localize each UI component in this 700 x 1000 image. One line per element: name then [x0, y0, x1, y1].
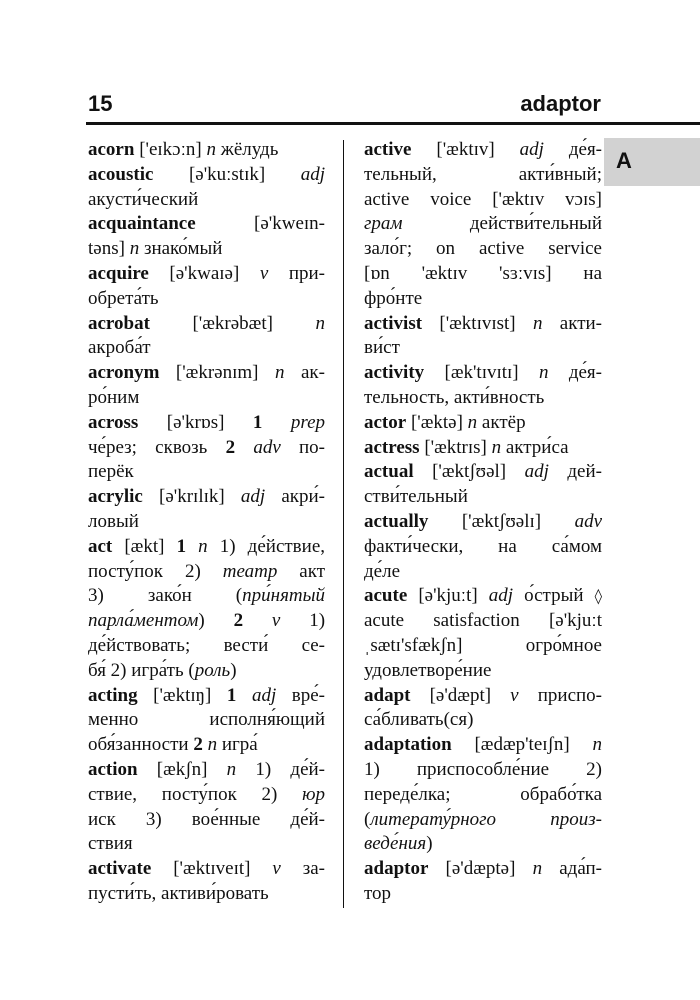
entry-text: актри́са [501, 436, 569, 458]
entry-text: ) [198, 610, 234, 632]
left-column [88, 138, 325, 907]
entry-text: ловый [88, 510, 139, 532]
italic-text: n [275, 362, 285, 384]
entry-actress [364, 436, 602, 461]
italic-text: adj [524, 461, 549, 483]
italic-text: adv [253, 436, 281, 458]
headword: active [364, 139, 412, 160]
entry-text: ['æktɪveɪt] [151, 858, 273, 880]
entry-acronym [88, 361, 325, 411]
italic-text: v [272, 858, 281, 880]
entry-text: ви́ст [364, 337, 400, 359]
entry-text: [ædæp'teɪʃn] [451, 734, 593, 756]
italic-text: при́нятый [242, 585, 325, 607]
headword: actual [364, 461, 414, 483]
entry-line [88, 212, 325, 237]
entry-text: приспо- [518, 684, 602, 706]
entry-line [88, 733, 325, 758]
entry-action [88, 758, 325, 857]
entry-line [364, 758, 602, 783]
entry-line [364, 312, 602, 337]
entry-activate [88, 857, 325, 907]
entry-text [243, 610, 272, 631]
italic-text: adj [519, 139, 544, 160]
entry-text: перёк [88, 461, 134, 483]
entry-text: о́стрый [513, 585, 595, 607]
entry-text: обя́занности [88, 734, 194, 756]
entry-line [88, 758, 325, 783]
headword: acorn [88, 139, 135, 160]
entry-text: ак- [284, 362, 325, 384]
entry-line [364, 783, 602, 808]
italic-text: n [467, 411, 478, 433]
entry-line [88, 386, 325, 411]
entry-text: [æk'tɪvɪtɪ] [424, 362, 539, 384]
entry-text: зало́г; on active service [364, 238, 602, 260]
entry-text: ['æktɪv] [411, 139, 520, 160]
italic-text: парла́ментом [88, 610, 199, 632]
italic-text: грам [364, 213, 403, 235]
headword: action [88, 758, 138, 780]
headword: actress [364, 436, 420, 458]
entry-line [364, 485, 602, 510]
entry-text: [ə'dæptə] [428, 858, 533, 880]
entry-acute [364, 584, 602, 683]
entry-line [364, 336, 602, 361]
headword: act [88, 535, 113, 557]
headword: activity [364, 362, 425, 384]
headword: activist [364, 312, 423, 334]
entry-line [88, 857, 325, 882]
sense-number: 2 [225, 436, 236, 458]
entry-line [88, 659, 325, 684]
entry-text: де́я- [548, 362, 602, 384]
sense-number: 2 [233, 610, 244, 632]
entry-text: дей- [548, 461, 602, 483]
entry-line [364, 560, 602, 585]
entry-line [364, 262, 602, 287]
italic-text: n [491, 436, 502, 458]
entry-line [88, 783, 325, 808]
entry-line [88, 188, 325, 213]
italic-text: n [532, 858, 543, 880]
entry-line [364, 634, 602, 659]
entry-text: ро́ним [88, 386, 140, 408]
headword: acting [88, 684, 138, 706]
entry-line [88, 237, 325, 262]
entry-text [235, 437, 253, 458]
entry-adaptor [364, 857, 602, 907]
entry-text: по- [280, 436, 325, 458]
entry-line [364, 733, 602, 758]
entry-line [88, 287, 325, 312]
entry-text: са́бливать(ся) [364, 709, 474, 731]
entry-text: ) [426, 833, 433, 855]
entry-line [364, 460, 602, 485]
entry-text: действи́тельный [402, 213, 602, 235]
entry-line [88, 312, 325, 337]
entry-text: ствие, посту́пок 2) [88, 783, 303, 805]
entry-text: знако́мый [139, 238, 223, 260]
entry-text: акти- [542, 312, 602, 334]
entry-active [364, 138, 602, 312]
sense-number: 2 [193, 734, 203, 756]
headword: adapt [364, 684, 411, 706]
italic-text: adv [574, 510, 602, 532]
headword: acrylic [88, 486, 143, 508]
page-number: 15 [88, 91, 113, 116]
entry-text: пусти́ть, активи́ровать [88, 882, 269, 904]
entry-text: акри́- [265, 486, 325, 508]
headword: across [88, 411, 139, 433]
entry-line [364, 411, 602, 436]
entry-acquire [88, 262, 325, 312]
entry-text: [ə'krɒs] [138, 411, 253, 433]
entry-acting [88, 684, 325, 758]
headword: actor [364, 411, 407, 433]
entry-text: ствия [88, 833, 133, 855]
italic-text: n [129, 238, 140, 260]
headword: acquaintance [88, 213, 196, 235]
headword: acrobat [88, 312, 150, 334]
entry-line [88, 411, 325, 436]
entry-text: ['æktɪŋ] [137, 684, 227, 706]
entry-line [88, 609, 325, 634]
entry-text [262, 412, 290, 433]
header-rule [86, 122, 700, 125]
entry-acoustic [88, 163, 325, 213]
entry-text: удовлетворе́ние [364, 659, 492, 681]
headword: acute [364, 585, 408, 607]
entry-text: active voice ['æktɪv vɔɪs] [364, 188, 602, 210]
entry-line [364, 163, 602, 188]
italic-text: v [271, 610, 281, 632]
entry-text: акт [277, 560, 325, 582]
entry-text: ) [230, 659, 237, 681]
entry-line [364, 609, 602, 634]
entry-text: тельность, акти́вность [364, 386, 545, 408]
entry-text: де́ле [364, 560, 401, 582]
italic-text: n [315, 312, 325, 334]
entry-text: де́йствовать; вести́ се- [88, 634, 325, 656]
italic-text: литерату́рного произ- [370, 808, 602, 830]
italic-text: v [510, 684, 519, 706]
entry-line [88, 262, 325, 287]
italic-text: роль [194, 659, 231, 681]
italic-text: n [532, 312, 543, 334]
entry-line [364, 510, 602, 535]
entry-line [364, 138, 602, 163]
sense-number: 1 [176, 535, 187, 557]
entry-line [364, 237, 602, 262]
entry-line [364, 808, 602, 833]
entry-text: ['eɪkɔːn] [134, 139, 207, 160]
italic-text: n [226, 758, 237, 780]
headword: acquire [88, 262, 149, 284]
entry-line [364, 832, 602, 857]
italic-text: v [259, 262, 269, 284]
entry-line [88, 808, 325, 833]
entry-activity [364, 361, 602, 411]
right-column [364, 138, 602, 907]
entry-adaptation [364, 733, 602, 857]
entry-text: [ɒn 'æktɪv 'sɜːvɪs] на [364, 262, 602, 284]
entry-actual [364, 460, 602, 510]
italic-text: n [198, 535, 208, 557]
entry-text: де́я- [543, 139, 603, 160]
headword: actually [364, 510, 429, 532]
italic-text: adj [240, 486, 266, 508]
entry-text: че́рез; сквозь [88, 436, 226, 458]
column-divider [343, 140, 344, 908]
entry-text: за- [280, 858, 325, 880]
italic-text: adj [300, 163, 325, 185]
entry-text: переде́лка; обрабо́тка [364, 783, 602, 805]
entry-text: ада́п- [542, 858, 602, 880]
entry-line [364, 708, 602, 733]
entry-actually [364, 510, 602, 584]
headword: activate [88, 858, 152, 880]
entry-text: акусти́ческий [88, 188, 199, 210]
entry-text: ['æktrɪs] [419, 436, 492, 458]
entry-text: 1) приспособле́ние 2) [364, 758, 602, 780]
entry-line [364, 659, 602, 684]
entry-text: ['æktʃʊəl] [413, 461, 525, 483]
entry-acorn [88, 138, 325, 163]
entry-text: 1) [280, 610, 326, 632]
entry-text: 1) де́й- [236, 758, 325, 780]
entry-line [88, 832, 325, 857]
running-head: adaptor [520, 91, 601, 116]
italic-text: n [592, 734, 602, 756]
entry-line [364, 212, 602, 237]
entry-text: вре́- [276, 684, 326, 706]
entry-text: тор [364, 882, 392, 904]
entry-line [88, 485, 325, 510]
entry-text: [ə'kwaɪə] [148, 262, 260, 284]
entry-line [88, 163, 325, 188]
entry-line [364, 436, 602, 461]
italic-text: prep [290, 411, 326, 433]
entry-activist [364, 312, 602, 362]
entry-line [364, 386, 602, 411]
entry-line [88, 882, 325, 907]
italic-text: театр [222, 560, 278, 582]
entry-line [88, 535, 325, 560]
entry-text [186, 536, 198, 557]
entry-line [364, 361, 602, 386]
entry-line [88, 436, 325, 461]
entry-text [236, 685, 252, 706]
entry-text: [ə'krɪlɪk] [142, 486, 241, 508]
entry-text: 3) зако́н ( [88, 585, 243, 607]
entry-text: бя́ 2) игра́ть ( [88, 659, 195, 681]
entry-line [364, 287, 602, 312]
entry-across [88, 411, 325, 485]
headword: adaptation [364, 734, 452, 756]
entry-text: [ə'kuːstɪk] [153, 163, 301, 185]
entry-text: иск 3) вое́нные де́й- [88, 808, 325, 830]
entry-text: актёр [477, 411, 526, 433]
entry-text: фро́нте [364, 287, 423, 309]
entry-line [88, 684, 325, 709]
entry-actor [364, 411, 602, 436]
entry-text: жёлудь [215, 139, 279, 160]
entry-line [88, 634, 325, 659]
letter-tab-label: A [616, 148, 632, 173]
entry-text: [ə'kjuːt] [407, 585, 489, 607]
entry-text: посту́пок 2) [88, 560, 223, 582]
entry-text: ['ækrənɪm] [159, 362, 275, 384]
italic-text: n [206, 139, 216, 160]
entry-line [88, 584, 325, 609]
entry-line [88, 510, 325, 535]
italic-text: n [538, 362, 549, 384]
entry-line [364, 188, 602, 213]
entry-line [88, 460, 325, 485]
entry-text: acute satisfaction [ə'kjuːt [364, 610, 602, 632]
entry-text: [ækt] [112, 535, 177, 557]
entry-text: тельный, акти́вный; [364, 163, 602, 185]
entry-text: ['ækrəbæt] [149, 312, 316, 334]
entry-text: təns] [88, 238, 130, 260]
italic-text: n [207, 734, 218, 756]
entry-text: обрета́ть [88, 287, 159, 309]
entry-act [88, 535, 325, 684]
entry-text: стви́тельный [364, 486, 468, 508]
entry-text: ['æktə] [406, 411, 468, 433]
entry-line [88, 138, 325, 163]
entry-line [364, 584, 602, 609]
headword: acronym [88, 362, 160, 384]
entry-acquaintance [88, 212, 325, 262]
entry-adapt [364, 684, 602, 734]
entry-text: факти́чески, на са́мом [364, 535, 602, 557]
entry-text: игра́ [217, 734, 258, 756]
headword: acoustic [88, 163, 154, 185]
entry-line [88, 336, 325, 361]
entry-text: ˌsætɪ'sfækʃn] огро́мное [364, 634, 602, 656]
entry-text: 1) де́йствие, [207, 535, 325, 557]
entry-text: при- [268, 262, 325, 284]
italic-text: юр [302, 783, 325, 805]
entry-line [88, 361, 325, 386]
entry-line [88, 708, 325, 733]
entry-acrylic [88, 485, 325, 535]
entry-text: акроба́т [88, 337, 151, 359]
entry-line [364, 535, 602, 560]
entry-line [364, 882, 602, 907]
entry-text: ['æktʃʊəlɪ] [428, 510, 575, 532]
entry-line [88, 560, 325, 585]
entry-text: ◊ [594, 587, 602, 606]
entry-text: ['æktɪvɪst] [422, 312, 533, 334]
entry-text: ( [364, 808, 371, 830]
entry-line [364, 684, 602, 709]
entry-text: [ækʃn] [137, 758, 227, 780]
italic-text: веде́ния [364, 833, 427, 855]
entry-text: [ə'kweɪn- [195, 213, 325, 235]
letter-tab [604, 138, 700, 186]
sense-number: 1 [226, 684, 237, 706]
entry-text: [ə'dæpt] [410, 684, 511, 706]
entry-text: менно исполня́ющий [88, 709, 325, 731]
entry-line [364, 857, 602, 882]
headword: adaptor [364, 858, 429, 880]
entry-acrobat [88, 312, 325, 362]
italic-text: adj [488, 585, 514, 607]
italic-text: adj [251, 684, 277, 706]
sense-number: 1 [252, 411, 263, 433]
